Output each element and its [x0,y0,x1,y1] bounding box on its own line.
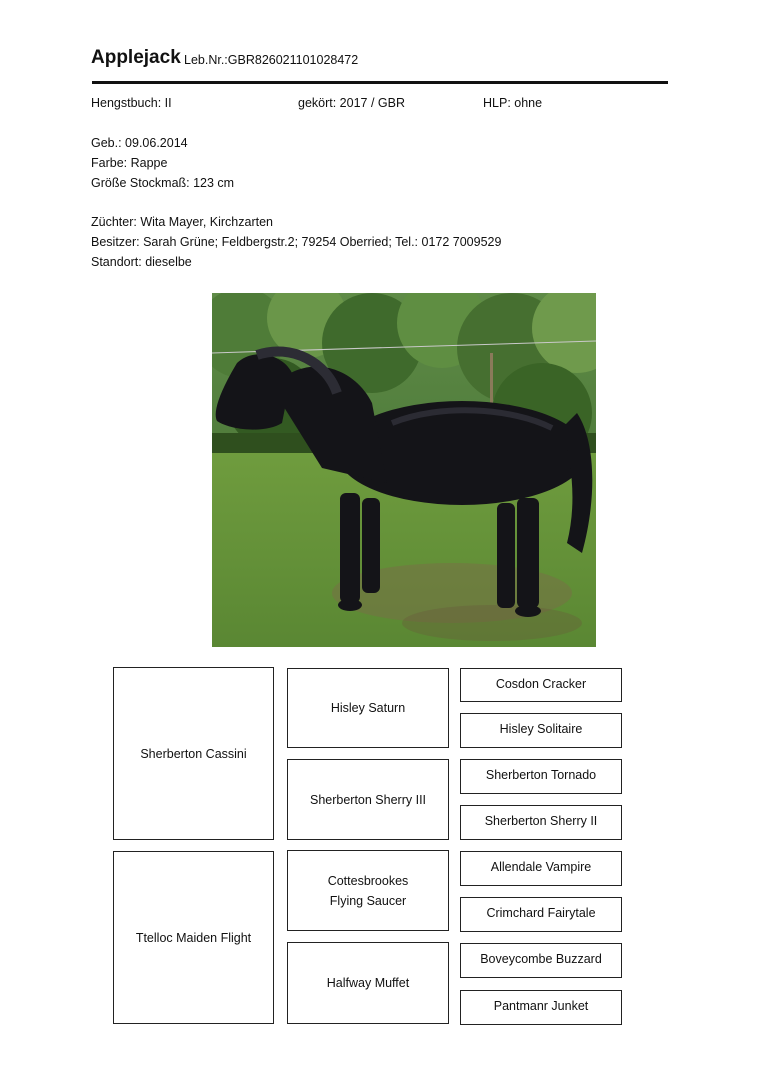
horse-name: Applejack [91,47,181,68]
dam-dam-name: Halfway Muffet [326,976,410,990]
great-grandparent-name: Boveycombe Buzzard [480,952,602,966]
dam-sire-name-line2: Flying Saucer [329,893,407,908]
great-grandparent-box [460,897,622,932]
great-grandparent-name: Pantmanr Junket [493,999,589,1013]
great-grandparent-box [460,943,622,978]
breeder: Züchter: Wita Mayer, Kirchzarten [91,215,274,229]
location: Standort: dieselbe [91,255,192,269]
dam-name: Ttelloc Maiden Flight [135,930,252,945]
licensing: gekört: 2017 / GBR [298,96,406,110]
great-grandparent-box [460,990,622,1025]
great-grandparent-name: Allendale Vampire [490,860,592,874]
dam-sire-name-line1: Cottesbrookes [327,873,409,888]
great-grandparent-name: Sherberton Sherry II [484,814,598,828]
birth-date: Geb.: 09.06.2014 [91,136,188,150]
registration-number: Leb.Nr.:GBR826021101028472 [184,53,359,67]
owner: Besitzer: Sarah Grüne; Feldbergstr.2; 79254 Oberried; Tel.: 0172 7009529 [91,235,502,249]
sire-box [113,667,274,840]
great-grandparent-box [460,851,622,886]
sire-name: Sherberton Cassini [140,746,247,761]
great-grandparent-box [460,668,622,702]
great-grandparent-name: Cosdon Cracker [495,677,587,691]
dam-dam-box [287,942,449,1024]
height: Größe Stockmaß: 123 cm [91,176,235,190]
great-grandparent-box [460,759,622,794]
stud-book: Hengstbuch: II [91,96,172,110]
sire-dam-name: Sherberton Sherry III [309,792,427,807]
header-divider [92,81,668,84]
color: Farbe: Rappe [91,156,168,170]
sire-sire-name: Hisley Saturn [330,701,406,715]
great-grandparent-box [460,805,622,840]
dam-sire-box [287,850,449,931]
great-grandparent-box [460,713,622,748]
great-grandparent-name: Hisley Solitaire [499,722,583,736]
performance-test: HLP: ohne [483,96,543,110]
great-grandparent-name: Sherberton Tornado [485,768,597,782]
horse-photo [212,293,596,647]
sire-sire-box [287,668,449,748]
sire-dam-box [287,759,449,840]
great-grandparent-name: Crimchard Fairytale [486,906,596,920]
dam-box [113,851,274,1024]
